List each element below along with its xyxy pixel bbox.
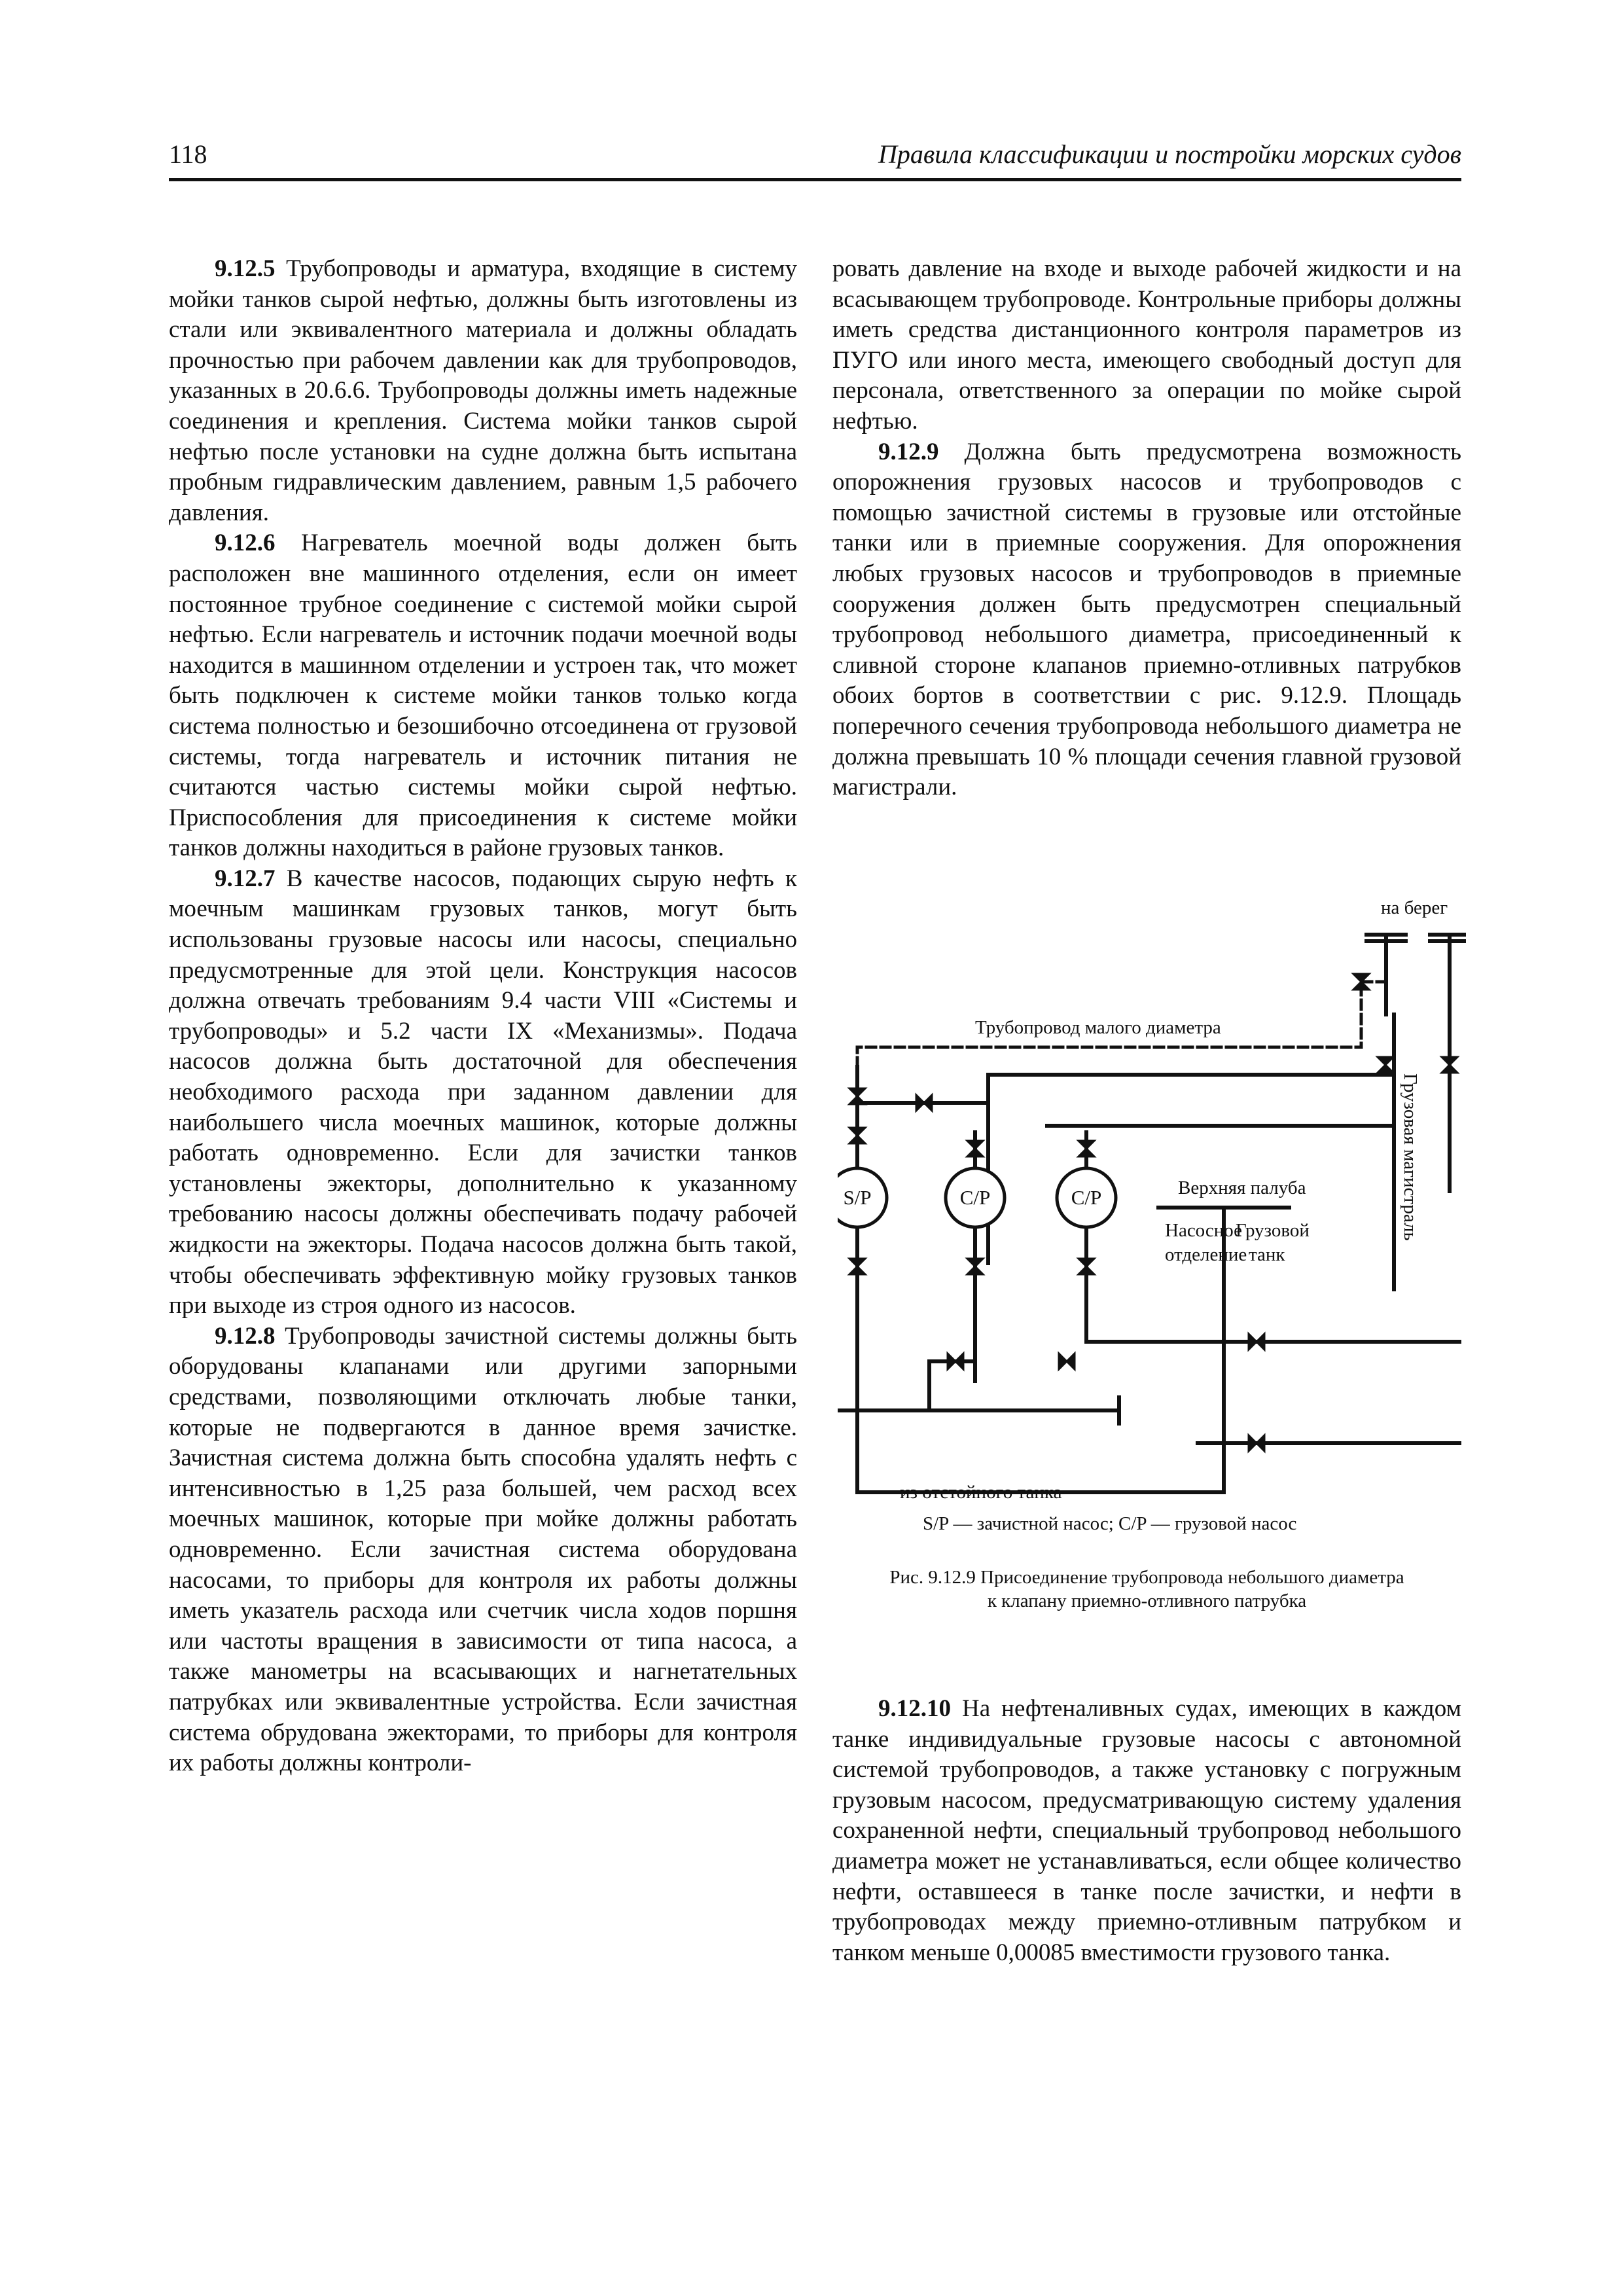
paragraph	[832, 1694, 1461, 1968]
valve-icon	[1249, 1435, 1264, 1451]
valve-icon	[849, 1259, 865, 1274]
valve-icon	[1059, 1354, 1075, 1369]
paragraph-text: В качестве насосов, подающих сырую нефть к моечным машинкам грузовых танков, могут быть использованы грузовые насосы или насосы, специально предусмотренные для этой цели. Конструкция насосов должна отвечать требованиям 9.4 части VIII «Системы и трубопроводы» и 5.2 части IX «Механизмы». Подача насосов должна быть достаточной для обеспечения необходимого расхода при заданном давлении для наибольшего числа моечных машинок, которые должны работать одновременно. Если для зачистки танков установлены эжекторы, дополнительно к указанному требованию насосы должны обеспечивать подачу рабочей жидкости на эжекторы. Подача насосов должна быть такой, чтобы обеспечивать эффективную мойку грузовых танков при выходе из строя одного из насосов.	[169, 865, 797, 1319]
section-number: 9.12.5	[215, 255, 276, 282]
valve-icon	[1378, 1057, 1393, 1073]
header-rule	[169, 178, 1461, 181]
label-small-pipe: Трубопровод малого диаметра	[975, 1017, 1221, 1038]
section-number: 9.12.9	[878, 438, 939, 465]
valve-icon	[1079, 1141, 1094, 1157]
paragraph	[169, 864, 797, 1321]
paragraph	[169, 528, 797, 864]
valve-icon	[1249, 1334, 1264, 1350]
right-column-top	[832, 254, 1461, 803]
valve-icon	[849, 1088, 865, 1104]
caption-line-1: Рис. 9.12.9 Присоединение трубопровода небольшого диаметра	[889, 1567, 1404, 1588]
paragraph-text: Нагреватель моечной воды должен быть расположен вне машинного отделения, если он имеет постоянное трубное соединение с системой мойки сырой нефтью. Если нагреватель и источник подачи моечной воды находится в машинном отделении и устроен так, что может быть подключен к системе мойки танков только когда система полностью и безошибочно отсоединена от грузовой системы, тогда нагреватель и источник питания не считаются частью системы мойки сырой нефтью. Приспособления для присоединения к системе мойки танков должны находиться в районе грузовых танков.	[169, 529, 797, 862]
paragraph-text: ровать давление на входе и выходе рабочей жидкости и на всасывающем трубопроводе. Контрольные приборы должны иметь средства дистанционного контроля параметров из ПУГО или иного места, имеющего свободный доступ для персонала, ответственного за операции по мойке сырой нефтью.	[832, 255, 1461, 435]
pump-label-cp-1: C/P	[959, 1186, 991, 1209]
valve-icon	[1079, 1259, 1094, 1274]
label-pump-room-1: Насосное	[1165, 1220, 1243, 1241]
caption-line-2: к клапану приемно-отливного патрубка	[987, 1590, 1307, 1611]
label-cargo-tank-1: Грузовой	[1236, 1220, 1310, 1241]
right-column-bottom	[832, 1694, 1461, 1968]
left-column	[169, 254, 797, 1779]
section-number: 9.12.6	[215, 529, 276, 557]
piping-diagram	[838, 884, 1466, 1623]
label-settling-tank: из отстойного танка	[900, 1482, 1062, 1503]
paragraph-text: Трубопроводы и арматура, входящие в систему мойки танков сырой нефтью, должны быть изготовлены из стали или эквивалентного материала и должны обладать прочностью при рабочем давлении как для трубопроводов, указанных в 20.6.6. Трубопроводы должны иметь надежные соединения и крепления. Система мойки танков сырой нефтью после установки на судне должна быть испытана пробным гидравлическим давлением, равным 1,5 рабочего давления.	[169, 255, 797, 526]
label-ashore: на берег	[1381, 897, 1448, 918]
figure-legend: S/P — зачистной насос; С/P — грузовой насос	[923, 1513, 1297, 1534]
valve-icon	[849, 1128, 865, 1143]
label-pump-room-2: отделение	[1165, 1244, 1247, 1265]
pump-label-sp: S/P	[843, 1186, 872, 1209]
pump-label-cp-2: C/P	[1071, 1186, 1102, 1209]
label-cargo-main: Грузовая магистраль	[1400, 1073, 1421, 1241]
valve-icon	[916, 1095, 932, 1111]
paragraph	[832, 437, 1461, 803]
section-number: 9.12.7	[215, 865, 276, 892]
figure-caption	[832, 1566, 1461, 1613]
section-number: 9.12.8	[215, 1322, 276, 1350]
label-cargo-tank-2: танк	[1249, 1244, 1285, 1265]
page-number: 118	[169, 139, 207, 169]
valve-icon	[948, 1354, 963, 1369]
label-upper-deck: Верхняя палуба	[1178, 1177, 1306, 1198]
page-header	[169, 139, 1461, 178]
paragraph	[169, 1321, 797, 1779]
paragraph-text: Должна быть предусмотрена возможность опорожнения грузовых насосов и трубопроводов с помощью зачистной системы в грузовые или отстойные танки или в приемные сооружения. Для опорожнения любых грузовых насосов и трубопроводов в приемные сооружения должен быть предусмотрен специальный трубопровод небольшого диаметра, присоединенный к сливной стороне клапанов приемно-отливных патрубков обоих бортов в соответствии с рис. 9.12.9. Площадь поперечного сечения трубопровода небольшого диаметра не должна превышать 10 % площади сечения главной грузовой магистрали.	[832, 438, 1461, 801]
valve-icon	[967, 1141, 983, 1157]
figure-9-12-9	[838, 884, 1466, 1623]
valve-icon	[1442, 1057, 1457, 1073]
paragraph-text: Трубопроводы зачистной системы должны быть оборудованы клапанами или другими запорными средствами, позволяющими отключать любые танки, которые не подвергаются в данное время зачистке. Зачистная система должна быть способна удалять нефть с интенсивностью в 1,25 раза большей, чем расход всех моечных машинок, которые при мойке должны работать одновременно. Если зачистная система оборудована насосами, то приборы для контроля их работы должны иметь указатель расхода или счетчик числа ходов поршня или частоты вращения в зависимости от типа насоса, а также манометры на всасывающих и нагнетательных патрубках или эквивалентные устройства. Если зачистная система обрудована эжекторами, то приборы для контроля их работы должны контроли-	[169, 1322, 797, 1777]
running-title: Правила классификации и постройки морских судов	[878, 139, 1461, 169]
paragraph	[169, 254, 797, 528]
paragraph	[832, 254, 1461, 437]
paragraph-text: На нефтеналивных судах, имеющих в каждом танке индивидуальные грузовые насосы с автономной системой трубопроводов, а также установку с погружным грузовым насосом, предусматривающую систему удаления сохраненной нефти, специальный трубопровод небольшого диаметра может не устанавливаться, если общее количество нефти, оставшееся в танке после зачистки, и нефти в трубопроводах между приемно-отливным патрубком и танком меньше 0,00085 вместимости грузового танка.	[832, 1695, 1461, 1966]
section-number: 9.12.10	[878, 1695, 951, 1722]
valve-icon	[967, 1259, 983, 1274]
